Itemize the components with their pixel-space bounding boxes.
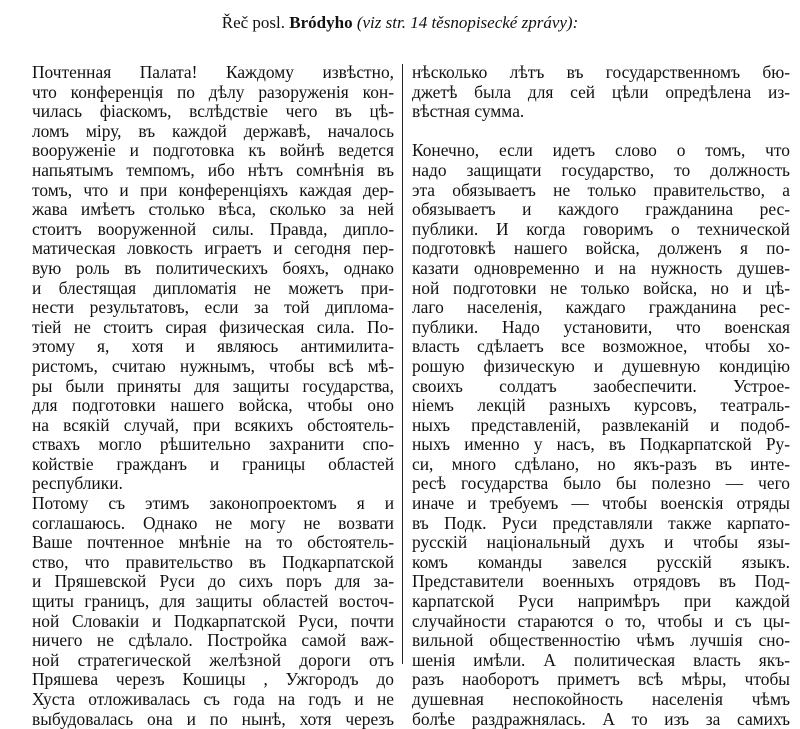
- text-line: щиты границъ, для защиты областей восточ-: [32, 592, 394, 612]
- text-line: Хуста отложивалась съ года на годъ и не: [32, 690, 394, 709]
- paragraph-2: [32, 494, 394, 729]
- text-line: разъ наоборотъ приметъ всѣ мѣры, чтобы: [412, 670, 790, 690]
- text-line: ристомъ, считаю нужнымъ, чтобы всѣ мѣ-: [32, 356, 394, 376]
- text-line: подготовкѣ нашего войска, долженъ я по-: [412, 239, 790, 259]
- text-line: ной Словакіи и Подкарпатской Руси, почти: [32, 611, 394, 631]
- header-prefix: Řeč posl.: [221, 13, 286, 32]
- text-line: надо защищати государство, то должность: [412, 160, 790, 180]
- right-column: [412, 63, 790, 729]
- text-line: койствіе гражданъ и границы областей: [32, 454, 394, 474]
- text-line: этому я, хотя и являюсь антимилита-: [32, 337, 394, 357]
- text-line: казати одновременно и на нужность душев-: [412, 258, 790, 278]
- text-line: Представители военныхъ отрядовъ въ Под-: [412, 572, 790, 592]
- paragraph-gap: [412, 122, 790, 142]
- text-line: республики.: [32, 474, 123, 494]
- text-line: томъ, что и при конференціяхъ каждая дер-: [32, 180, 394, 200]
- text-line: для подготовки нашего войска, чтобы оно: [32, 396, 394, 416]
- text-line: джетѣ была для сей цѣли опредѣлена из-: [412, 82, 790, 102]
- paragraph-3: [412, 141, 790, 729]
- text-line: своихъ солдатъ заобеспечити. Устрое-: [412, 376, 790, 396]
- text-line: случайности стараются о то, чтобы и съ цы-: [412, 611, 790, 631]
- text-line: вооруженіе и подготовка къ войнѣ ведется: [32, 141, 394, 161]
- text-line: жава имѣетъ столько вѣса, сколько за ней: [32, 200, 394, 220]
- text-line: матическая ловкость играетъ и сегодня пер-: [32, 239, 394, 259]
- text-line: ніемъ лекцій разныхъ курсовъ, театраль-: [412, 396, 790, 416]
- text-line: ствахъ могло рѣшительно захранити спо-: [32, 435, 394, 455]
- text-line: обязываетъ и каждого гражданина рес-: [412, 200, 790, 220]
- text-line: комъ команды завелся русскій языкъ.: [412, 552, 790, 572]
- text-line: рошую физическую и душевную кондицію: [412, 356, 790, 376]
- text-line: ныхъ представленій, развлеканій и подоб-: [412, 415, 790, 435]
- text-line: выбудовалась она и по нынѣ, хотя черезъ: [32, 709, 394, 729]
- text-line: вую роль въ политическихъ бояхъ, однако: [32, 258, 394, 278]
- text-line: русскій національный духъ и чтобы язы-: [412, 533, 790, 553]
- text-line: тіей не стоитъ сирая физическая сила. По-: [32, 317, 394, 337]
- text-line: соглашаюсь. Однако не могу не возвати: [32, 513, 394, 533]
- text-line: ломъ міру, въ каждой державѣ, началось: [32, 121, 394, 141]
- left-column: [32, 63, 394, 729]
- text-line: нѣсколько лѣтъ въ государственномъ бю-: [412, 63, 790, 82]
- column-divider: [402, 64, 403, 664]
- text-line: на всякій случай, при всякихъ обстоятель-: [32, 415, 394, 435]
- text-line: Пряшева черезъ Кошицы , Ужгородъ до: [32, 670, 394, 690]
- text-line: стоитъ вооруженной силы. Правда, дипло-: [32, 219, 394, 239]
- text-line: вѣстная сумма.: [412, 102, 525, 122]
- text-line: ничего не сдѣлало. Постройка самой важ-: [32, 631, 394, 651]
- text-line: ныхъ именно у насъ, въ Подкарпатской Ру-: [412, 435, 790, 455]
- text-line: чилась фіаскомъ, вслѣдствіе чего въ цѣ-: [32, 102, 394, 122]
- text-line: си, много сдѣлано, но якъ-разъ въ инте-: [412, 454, 790, 474]
- text-line: власть сдѣлаетъ все возможное, чтобы хо-: [412, 337, 790, 357]
- text-line: и Пряшевской Руси до сихъ поръ для за-: [32, 572, 394, 592]
- text-line: нести результатовъ, если за той диплома-: [32, 298, 394, 318]
- text-line: иначе и требуемъ — чтобы военскія отряды: [412, 494, 790, 514]
- text-line: публики. Надо установити, что военская: [412, 317, 790, 337]
- text-line: Почтенная Палата! Каждому извѣстно,: [32, 63, 394, 82]
- paragraph-continued: [412, 63, 790, 122]
- text-line: публики. И когда говоримъ о технической: [412, 219, 790, 239]
- paragraph-1: [32, 63, 394, 494]
- text-line: Конечно, если идетъ слово о томъ, что: [412, 141, 790, 161]
- text-line: и блестящая дипломатія не можетъ при-: [32, 278, 394, 298]
- text-line: болѣе раздражнялась. А то изъ за самихъ: [412, 709, 790, 729]
- text-line: напьятымъ темпомъ, ибо нѣтъ сомнѣнія въ: [32, 160, 394, 180]
- text-line: шенія имѣли. А политическая власть якъ-: [412, 650, 790, 670]
- text-line: ной подготовки не только войска, но и цѣ-: [412, 278, 790, 298]
- speaker-name: Bródyho: [289, 13, 353, 32]
- text-line: ной стратегической желѣзной дороги отъ: [32, 650, 394, 670]
- text-line: вильной общественностію чѣмъ лучшія сно-: [412, 631, 790, 651]
- text-line: лаго населенія, каждаго гражданина рес-: [412, 298, 790, 318]
- text-line: эта обязываетъ не только правительство, а: [412, 180, 790, 200]
- transcript-reference: (viz str. 14 těsnopisecké zprávy):: [356, 13, 579, 32]
- text-line: Потому съ этимъ законопроектомъ я и: [32, 494, 394, 514]
- text-line: въ Подк. Руси представляли также карпато-: [412, 513, 790, 533]
- text-line: Ваше почтенное мнѣніе на то обстоятель-: [32, 533, 394, 553]
- text-line: карпатской Руси напримѣръ при каждой: [412, 592, 790, 612]
- text-line: душевная неспокойность населенія чѣмъ: [412, 690, 790, 709]
- text-line: ство, что правительство въ Подкарпатской: [32, 552, 394, 572]
- speech-header: [0, 12, 800, 34]
- text-line: что конференція по дѣлу разоруженія кон-: [32, 82, 394, 102]
- text-line: ресѣ государства было бы полезно — чего: [412, 474, 790, 494]
- text-line: ры были приняты для защиты государства,: [32, 376, 394, 396]
